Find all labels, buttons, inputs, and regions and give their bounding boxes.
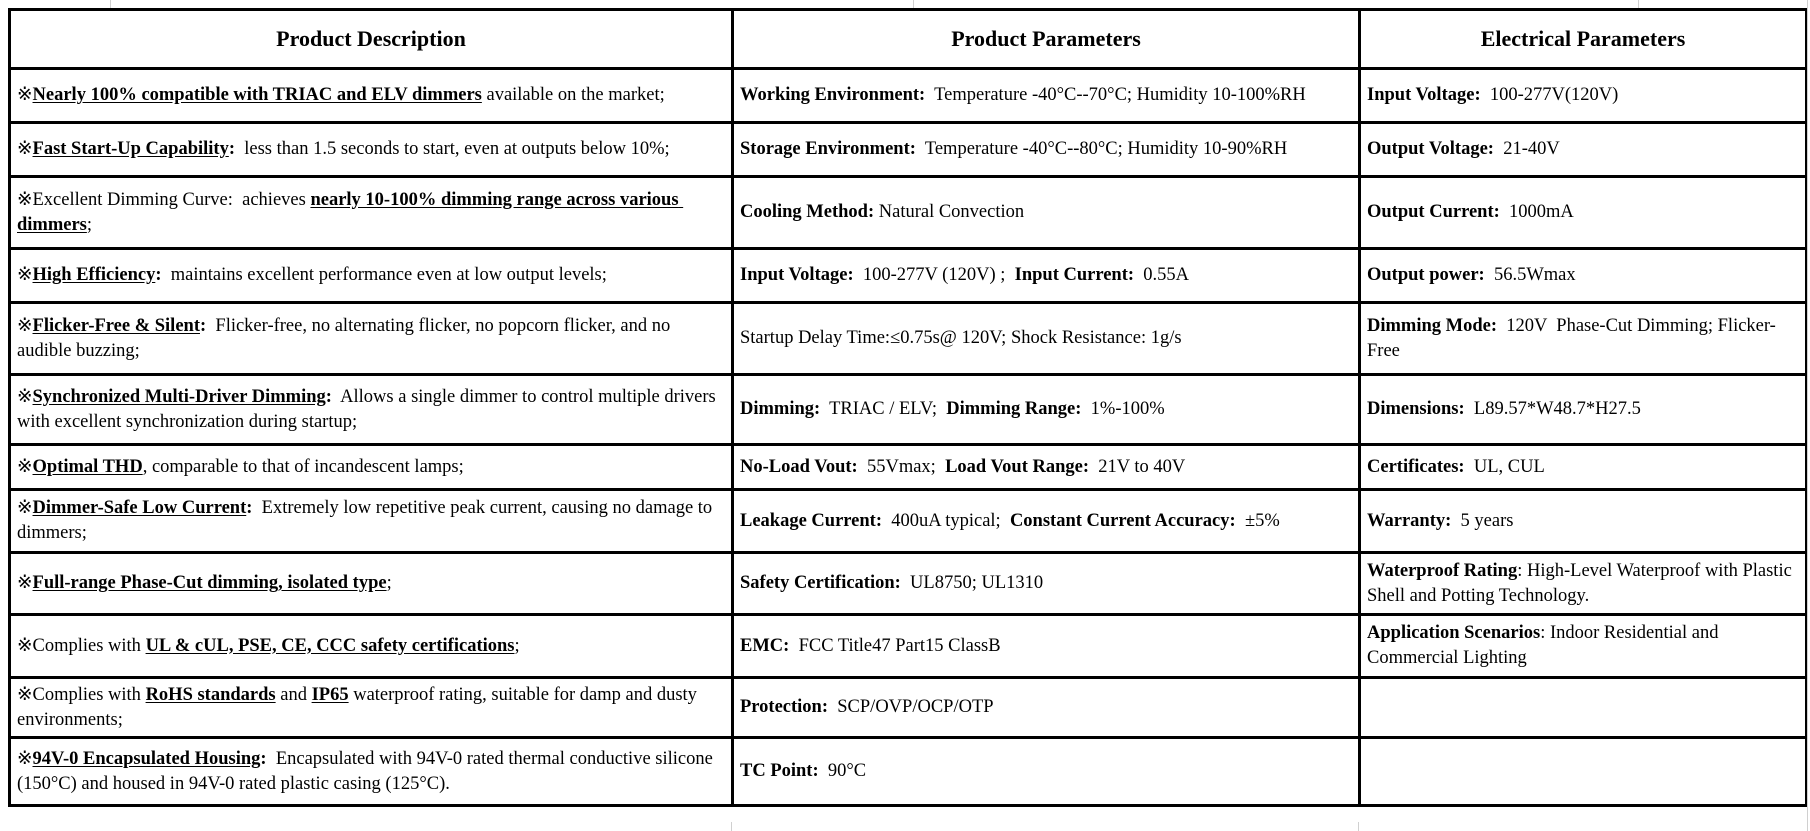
text-run: Constant Current Accuracy:	[1009, 510, 1236, 531]
text-run: 55Vmax;	[857, 456, 946, 477]
text-run: Flicker-free, no alternating flicker, no popcorn flicker, and no audible buzzing;	[17, 315, 675, 361]
text-run: ;	[514, 635, 520, 656]
cell-electrical-parameters	[1360, 249, 1807, 303]
text-run: 100-277V(120V)	[1480, 85, 1619, 106]
cell-electrical-parameters	[1360, 123, 1807, 177]
text-run: Output power:	[1367, 265, 1485, 286]
cell-product-parameters	[733, 553, 1360, 615]
cell-product-parameters	[733, 123, 1360, 177]
excel-gridline	[913, 0, 914, 8]
excel-gridline	[1807, 0, 1808, 831]
text-run: Fast Start-Up Capability	[32, 139, 229, 160]
table-row	[10, 553, 1807, 615]
cell-product-parameters	[733, 303, 1360, 375]
text-run: Dimensions:	[1367, 399, 1465, 420]
text-run: Full-range Phase-Cut dimming, isolated type	[32, 573, 387, 594]
text-run: ※	[17, 85, 33, 106]
text-run: No-Load Vout:	[740, 456, 858, 477]
text-run: available on the market;	[481, 85, 665, 106]
text-run: Allows a single dimmer to control multiple drivers with excellent synchronization during startup;	[17, 386, 721, 432]
text-run: Cooling Method:	[740, 202, 875, 223]
text-run: waterproof rating, suitable for damp and dusty environments;	[17, 684, 702, 730]
text-run: :	[228, 139, 235, 160]
text-run: Nearly 100% compatible with TRIAC and ELV dimmers	[32, 85, 482, 106]
text-run: ※Excellent Dimming Curve: achieves	[17, 189, 311, 210]
text-run: High Efficiency	[32, 265, 156, 286]
text-run: ※	[17, 498, 33, 519]
text-run: Load Vout Range:	[945, 456, 1090, 477]
text-run: ※	[17, 386, 33, 407]
text-run: : High-Level Waterproof with Plastic Shell and Potting Technology.	[1367, 560, 1797, 606]
text-run: Dimming Range:	[946, 399, 1082, 420]
text-run: Output Current:	[1367, 202, 1500, 223]
text-run: ※	[17, 139, 33, 160]
text-run: Dimming Mode:	[1367, 315, 1497, 336]
cell-electrical-parameters	[1360, 177, 1807, 249]
table-row	[10, 375, 1807, 445]
cell-electrical-parameters	[1360, 69, 1807, 123]
text-run: FCC Title47 Part15 ClassB	[789, 635, 1001, 656]
text-run: Temperature -40°C--70°C; Humidity 10-100%RH	[925, 85, 1306, 106]
text-run: 400uA typical;	[881, 510, 1010, 531]
header-product-description: Product Description	[10, 10, 733, 69]
text-run: and	[275, 684, 312, 705]
cell-product-parameters	[733, 445, 1360, 490]
text-run: maintains excellent performance even at low output levels;	[161, 265, 607, 286]
text-run: UL, CUL	[1464, 456, 1545, 477]
text-run: Application Scenarios	[1367, 623, 1541, 644]
text-run: Certificates:	[1367, 456, 1465, 477]
text-run: IP65	[311, 684, 349, 705]
excel-gridline	[1358, 822, 1359, 831]
cell-product-parameters	[733, 738, 1360, 806]
cell-product-description	[10, 738, 733, 806]
text-run: Extremely low repetitive peak current, causing no damage to dimmers;	[17, 498, 717, 543]
cell-product-parameters	[733, 177, 1360, 249]
text-run: TC Point:	[740, 761, 819, 782]
text-run: ※	[17, 265, 33, 286]
header-row	[10, 10, 1807, 69]
text-run: Dimmer-Safe Low Current	[32, 498, 247, 519]
text-run: less than 1.5 seconds to start, even at outputs below 10%;	[235, 139, 670, 160]
text-run: Waterproof Rating	[1367, 560, 1518, 581]
text-run: :	[246, 498, 253, 519]
text-run: , comparable to that of incandescent lamps;	[142, 456, 464, 477]
cell-product-parameters	[733, 375, 1360, 445]
text-run: Input Voltage:	[1367, 85, 1481, 106]
cell-product-description	[10, 69, 733, 123]
text-run: 0.55A	[1134, 265, 1190, 286]
table-row	[10, 303, 1807, 375]
cell-product-parameters	[733, 69, 1360, 123]
text-run: ※Complies with	[17, 684, 146, 705]
text-run: EMC:	[740, 635, 790, 656]
text-run: 90°C	[818, 761, 867, 782]
text-run: Storage Environment:	[740, 139, 916, 160]
text-run: ;	[86, 214, 93, 235]
table-row	[10, 249, 1807, 303]
cell-electrical-parameters	[1360, 678, 1807, 738]
cell-electrical-parameters	[1360, 445, 1807, 490]
excel-gridline	[1638, 0, 1639, 8]
text-run: :	[199, 315, 207, 336]
spec-table-body	[10, 69, 1807, 806]
cell-electrical-parameters	[1360, 738, 1807, 806]
table-row	[10, 177, 1807, 249]
text-run: Temperature -40°C--80°C; Humidity 10-90%RH	[915, 139, 1288, 160]
text-run: Working Environment:	[740, 85, 926, 106]
cell-product-parameters	[733, 249, 1360, 303]
text-run: 94V-0 Encapsulated Housing	[32, 748, 261, 769]
text-run: Encapsulated with 94V-0 rated thermal conductive silicone (150°C) and housed in 94V-0 rated plastic casing (125°C).	[17, 748, 718, 794]
table-row	[10, 69, 1807, 123]
cell-product-description	[10, 678, 733, 738]
text-run: 5 years	[1451, 510, 1514, 531]
text-run: Input Current:	[1014, 265, 1135, 286]
text-run: ※Complies with	[17, 635, 146, 656]
header-product-parameters: Product Parameters	[733, 10, 1360, 69]
text-run: Synchronized Multi-Driver Dimming	[32, 386, 326, 407]
text-run: ※	[17, 315, 33, 336]
text-run: 1%-100%	[1081, 399, 1165, 420]
excel-gridline	[731, 822, 732, 831]
text-run: :	[260, 748, 267, 769]
text-run: 21-40V	[1493, 139, 1560, 160]
text-run: TRIAC / ELV;	[820, 399, 947, 420]
cell-electrical-parameters	[1360, 490, 1807, 553]
text-run: ※	[17, 748, 33, 769]
text-run: Flicker-Free & Silent	[32, 315, 200, 336]
cell-product-description	[10, 123, 733, 177]
text-run: Input Voltage:	[740, 265, 854, 286]
cell-product-parameters	[733, 490, 1360, 553]
table-row	[10, 490, 1807, 553]
cell-electrical-parameters	[1360, 615, 1807, 678]
spec-table	[8, 8, 1808, 807]
table-row	[10, 445, 1807, 490]
cell-product-parameters	[733, 615, 1360, 678]
text-run: SCP/OVP/OCP/OTP	[828, 697, 994, 718]
cell-product-description	[10, 445, 733, 490]
text-run: 1000mA	[1499, 202, 1574, 223]
text-run: ;	[386, 573, 392, 594]
text-run: UL8750; UL1310	[900, 573, 1044, 594]
excel-gridline	[110, 0, 111, 8]
header-electrical-parameters: Electrical Parameters	[1360, 10, 1807, 69]
text-run: Dimming:	[740, 399, 821, 420]
text-run: Leakage Current:	[740, 510, 882, 531]
text-run: Natural Convection	[874, 202, 1025, 223]
table-row	[10, 123, 1807, 177]
text-run: : Indoor Residential and Commercial Lighting	[1367, 623, 1724, 668]
text-run: Warranty:	[1367, 510, 1452, 531]
cell-product-description	[10, 249, 733, 303]
cell-product-description	[10, 490, 733, 553]
text-run: Protection:	[740, 697, 829, 718]
text-run: 56.5Wmax	[1484, 265, 1576, 286]
text-run: nearly 10-100% dimming range across various dimmers	[17, 189, 684, 235]
text-run: 120V Phase-Cut Dimming; Flicker-Free	[1367, 315, 1776, 361]
table-row	[10, 678, 1807, 738]
cell-electrical-parameters	[1360, 303, 1807, 375]
text-run: UL & cUL, PSE, CE, CCC safety certifications	[145, 635, 515, 656]
cell-product-parameters	[733, 678, 1360, 738]
text-run: :	[155, 265, 162, 286]
text-run: Safety Certification:	[740, 573, 901, 594]
text-run: :	[325, 386, 332, 407]
text-run: 21V to 40V	[1089, 456, 1186, 477]
text-run: Optimal THD	[32, 456, 143, 477]
spec-table-header	[10, 10, 1807, 69]
text-run: Output Voltage:	[1367, 139, 1494, 160]
table-row	[10, 615, 1807, 678]
cell-product-description	[10, 177, 733, 249]
cell-product-description	[10, 303, 733, 375]
text-run: ※	[17, 573, 33, 594]
text-run: ※	[17, 456, 33, 477]
cell-electrical-parameters	[1360, 553, 1807, 615]
cell-product-description	[10, 553, 733, 615]
text-run: 100-277V (120V) ;	[853, 265, 1015, 286]
text-run: L89.57*W48.7*H27.5	[1464, 399, 1641, 420]
text-run: ±5%	[1235, 510, 1280, 531]
table-row	[10, 738, 1807, 806]
cell-product-description	[10, 375, 733, 445]
text-run: Startup Delay Time:≤0.75s@ 120V; Shock Resistance: 1g/s	[740, 328, 1182, 349]
cell-electrical-parameters	[1360, 375, 1807, 445]
text-run: RoHS standards	[145, 684, 276, 705]
cell-product-description	[10, 615, 733, 678]
